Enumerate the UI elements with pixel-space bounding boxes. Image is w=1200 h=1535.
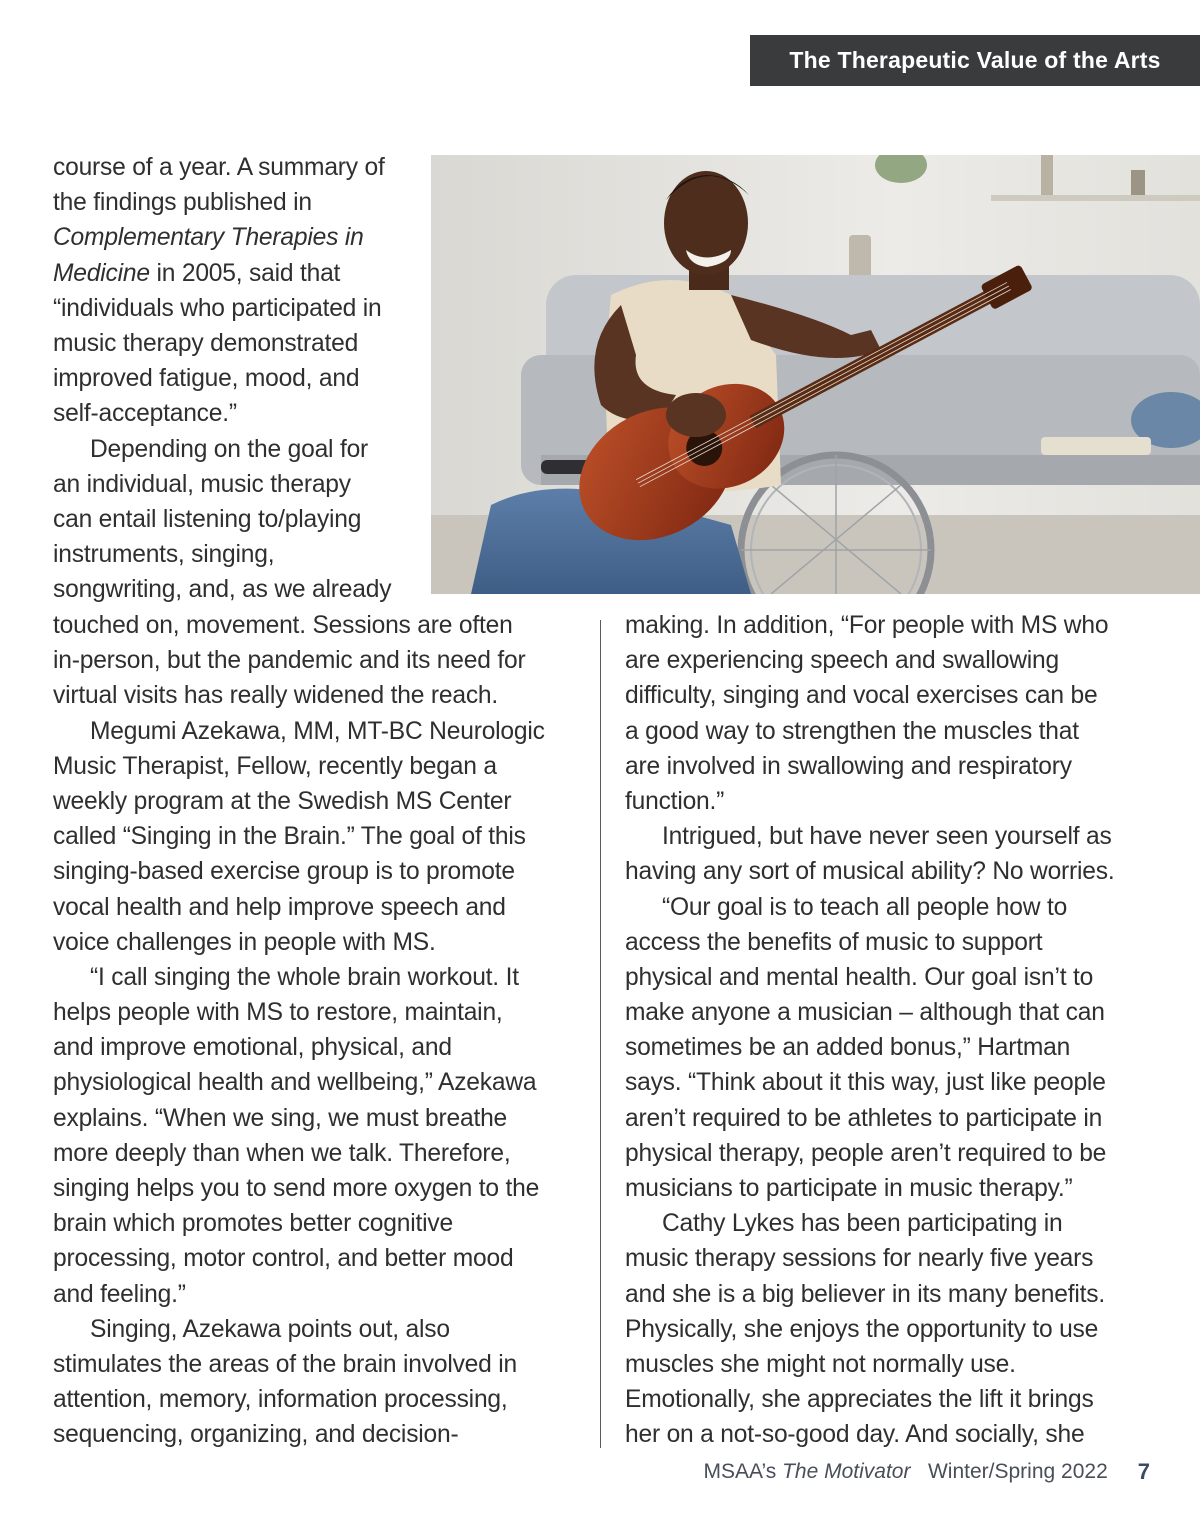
text-line: sometimes be an added bonus,” Hartman: [625, 1034, 1071, 1062]
text-line: Megumi Azekawa, MM, MT-BC Neurologic: [90, 717, 545, 745]
text-line: “individuals who participated in: [53, 294, 382, 322]
text-line: Emotionally, she appreciates the lift it brings: [625, 1386, 1094, 1414]
text-line: vocal health and help improve speech and: [53, 893, 506, 921]
text-line: more deeply than when we talk. Therefore,: [53, 1139, 511, 1167]
text-line: instruments, singing,: [53, 541, 275, 569]
text-line: her on a not-so-good day. And socially, she: [625, 1421, 1085, 1449]
column-divider: [600, 620, 601, 1448]
text-line: singing helps you to send more oxygen to the: [53, 1175, 540, 1202]
text-line: self-acceptance.”: [53, 400, 237, 428]
text-line: and feeling.”: [53, 1280, 186, 1308]
footer-publisher: MSAA’s: [703, 1460, 777, 1483]
text-line: making. In addition, “For people with MS who: [625, 612, 1109, 639]
text-line: virtual visits has really widened the reach.: [53, 682, 499, 710]
text-line: processing, motor control, and better mood: [53, 1245, 514, 1273]
page-number: 7: [1137, 1459, 1150, 1484]
text-line: are experiencing speech and swallowing: [625, 647, 1059, 675]
text-line: “I call singing the whole brain workout. It: [90, 963, 519, 991]
text-line: Singing, Azekawa points out, also: [90, 1315, 450, 1343]
text-line: songwriting, and, as we already: [53, 576, 392, 604]
text-line: physical therapy, people aren’t required to be: [625, 1139, 1107, 1167]
text-line: course of a year. A summary of: [53, 154, 385, 181]
text-line: are involved in swallowing and respiratory: [625, 752, 1072, 780]
text-line: difficulty, singing and vocal exercises can be: [625, 682, 1098, 710]
text-line: musicians to participate in music therapy.”: [625, 1175, 1073, 1202]
text-line: function.”: [625, 787, 725, 815]
text-line: attention, memory, information processing,: [53, 1386, 508, 1414]
text-line: music therapy sessions for nearly five years: [625, 1245, 1094, 1273]
article-column-left: [53, 608, 593, 1453]
text-line: Music Therapist, Fellow, recently began a: [53, 752, 497, 780]
section-header: [750, 35, 1200, 86]
footer-issue: Winter/Spring 2022: [927, 1460, 1108, 1483]
text-line: voice challenges in people with MS.: [53, 928, 436, 956]
text-line: helps people with MS to restore, maintain,: [53, 999, 503, 1027]
text-line: stimulates the areas of the brain involved in: [53, 1350, 518, 1378]
text-line: brain which promotes better cognitive: [53, 1210, 453, 1238]
text-line: [53, 256, 428, 291]
text-line: singing-based exercise group is to promote: [53, 858, 515, 886]
section-title: The Therapeutic Value of the Arts: [789, 47, 1161, 73]
text-line: the findings published in: [53, 189, 312, 217]
text-line: weekly program at the Swedish MS Center: [53, 787, 512, 815]
text-line: Intrigued, but have never seen yourself as: [662, 823, 1112, 851]
text-line: physical and mental health. Our goal isn’t to: [625, 963, 1094, 991]
text-line: Depending on the goal for: [90, 435, 369, 463]
text-line: and she is a big believer in its many benefits.: [625, 1280, 1106, 1308]
text-line: “Our goal is to teach all people how to: [662, 893, 1068, 921]
text-line: an individual, music therapy: [53, 470, 351, 498]
text-line: says. “Think about it this way, just like people: [625, 1069, 1106, 1097]
footer-magazine: The Motivator: [782, 1460, 911, 1483]
text-line: sequencing, organizing, and decision-: [53, 1421, 459, 1449]
text-line: touched on, movement. Sessions are often: [53, 612, 513, 639]
text-line: aren’t required to be athletes to participate in: [625, 1104, 1103, 1132]
text-line: Cathy Lykes has been participating in: [662, 1210, 1063, 1238]
italic-text: Medicine: [53, 259, 150, 287]
text-line: called “Singing in the Brain.” The goal of this: [53, 823, 526, 851]
text-line: Physically, she enjoys the opportunity to use: [625, 1315, 1099, 1343]
page-footer: [700, 1455, 1150, 1489]
text-line: can entail listening to/playing: [53, 505, 362, 533]
text-line: make anyone a musician – although that can: [625, 999, 1105, 1027]
text-line: muscles she might not normally use.: [625, 1350, 1016, 1378]
text-line: in-person, but the pandemic and its need for: [53, 647, 526, 675]
text-line: [53, 220, 428, 255]
text-line: improved fatigue, mood, and: [53, 365, 360, 393]
text-line: and improve emotional, physical, and: [53, 1034, 452, 1062]
text-line: access the benefits of music to support: [625, 928, 1043, 956]
text-line: physiological health and wellbeing,” Azekawa: [53, 1069, 537, 1097]
italic-text: Complementary Therapies in: [53, 224, 364, 252]
text-line: explains. “When we sing, we must breathe: [53, 1104, 508, 1132]
text-line: music therapy demonstrated: [53, 329, 359, 357]
article-column-top: [53, 150, 428, 607]
article-photo: [431, 155, 1200, 594]
text-span: in 2005, said that: [149, 259, 341, 287]
article-column-right: [625, 608, 1165, 1453]
text-line: a good way to strengthen the muscles that: [625, 717, 1079, 745]
text-line: having any sort of musical ability? No worries.: [625, 858, 1115, 886]
